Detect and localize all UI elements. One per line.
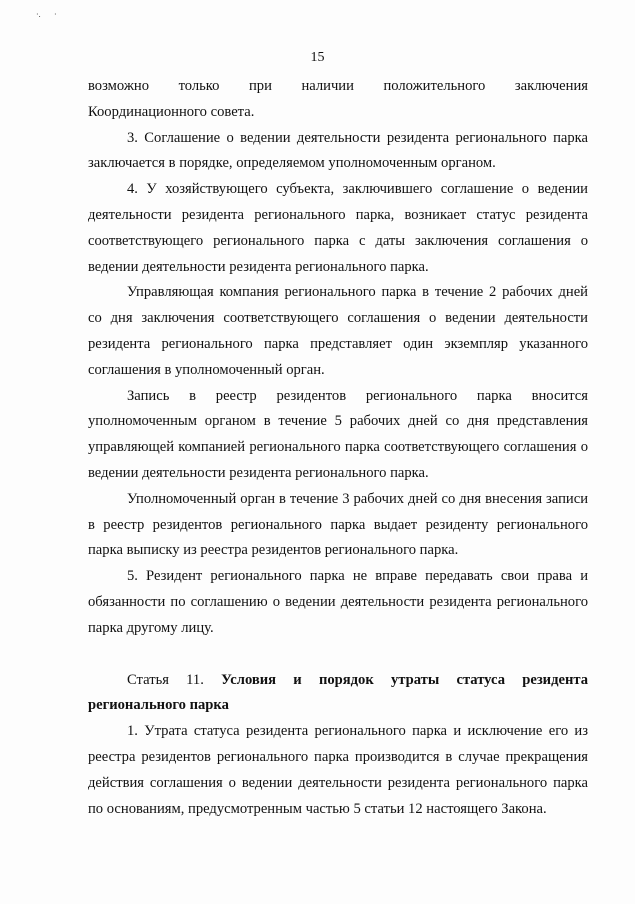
article-title: Условия и порядок утраты статуса резидента регионального парка	[88, 671, 589, 714]
word: при	[248, 78, 272, 94]
article-paragraph-1: 1. Утрата статуса резидента регионального парка и исключение его из реестра резидентов регионального парка производится в случае прекращения действия соглашения о ведении деятельности резидента регионального парка по основаниям, предусмотренным частью 5 статьи 12 настоящего Закона.	[88, 723, 588, 817]
paragraph-management-company: Управляющая компания регионального парка в течение 2 рабочих дней со дня заключения соответствующего соглашения о ведении деятельности резидента регионального парка представляет один экземпляр указанного соглашения в уполномоченный орган.	[88, 284, 588, 378]
paragraph-3: 3. Соглашение о ведении деятельности резидента регионального парка заключается в порядке, определяемом уполномоченным органом.	[88, 129, 588, 172]
article-number: Статья 11.	[127, 671, 204, 688]
word: только	[178, 78, 220, 94]
scan-artifact: ·	[54, 10, 57, 19]
paragraph-registry-extract: Уполномоченный орган в течение 3 рабочих дней со дня внесения записи в реестр резидентов регионального парка выдает резиденту регионального парка выписку из реестра резидентов регионального парка.	[88, 490, 588, 559]
continuation-line	[88, 74, 588, 100]
article-heading	[88, 668, 588, 720]
word: положительного	[383, 78, 486, 94]
paragraph-5: 5. Резидент регионального парка не вправе передавать свои права и обязанности по соглашению о ведении деятельности резидента регионального парка другому лицу.	[88, 568, 588, 636]
word: возможно	[88, 78, 150, 94]
word: заключения	[514, 78, 588, 94]
paragraph-registry-entry: Запись в реестр резидентов регионального парка вносится уполномоченным органом в течение 5 рабочих дней со дня представления управляющей компанией регионального парка соответствующего соглашения о ведении деятельности резидента регионального парка.	[88, 387, 588, 481]
paragraph-4: 4. У хозяйствующего субъекта, заключившего соглашение о ведении деятельности резидента регионального парка, возникает статус резидента соответствующего регионального парка с даты заключения соглашения о ведении деятельности резидента регионального парка.	[88, 181, 588, 275]
word: наличии	[301, 78, 354, 94]
page-number: 15	[310, 50, 325, 65]
paragraph-continuation: Координационного совета.	[88, 103, 255, 120]
scan-artifact: ·.	[36, 10, 41, 19]
document-body	[88, 74, 588, 822]
